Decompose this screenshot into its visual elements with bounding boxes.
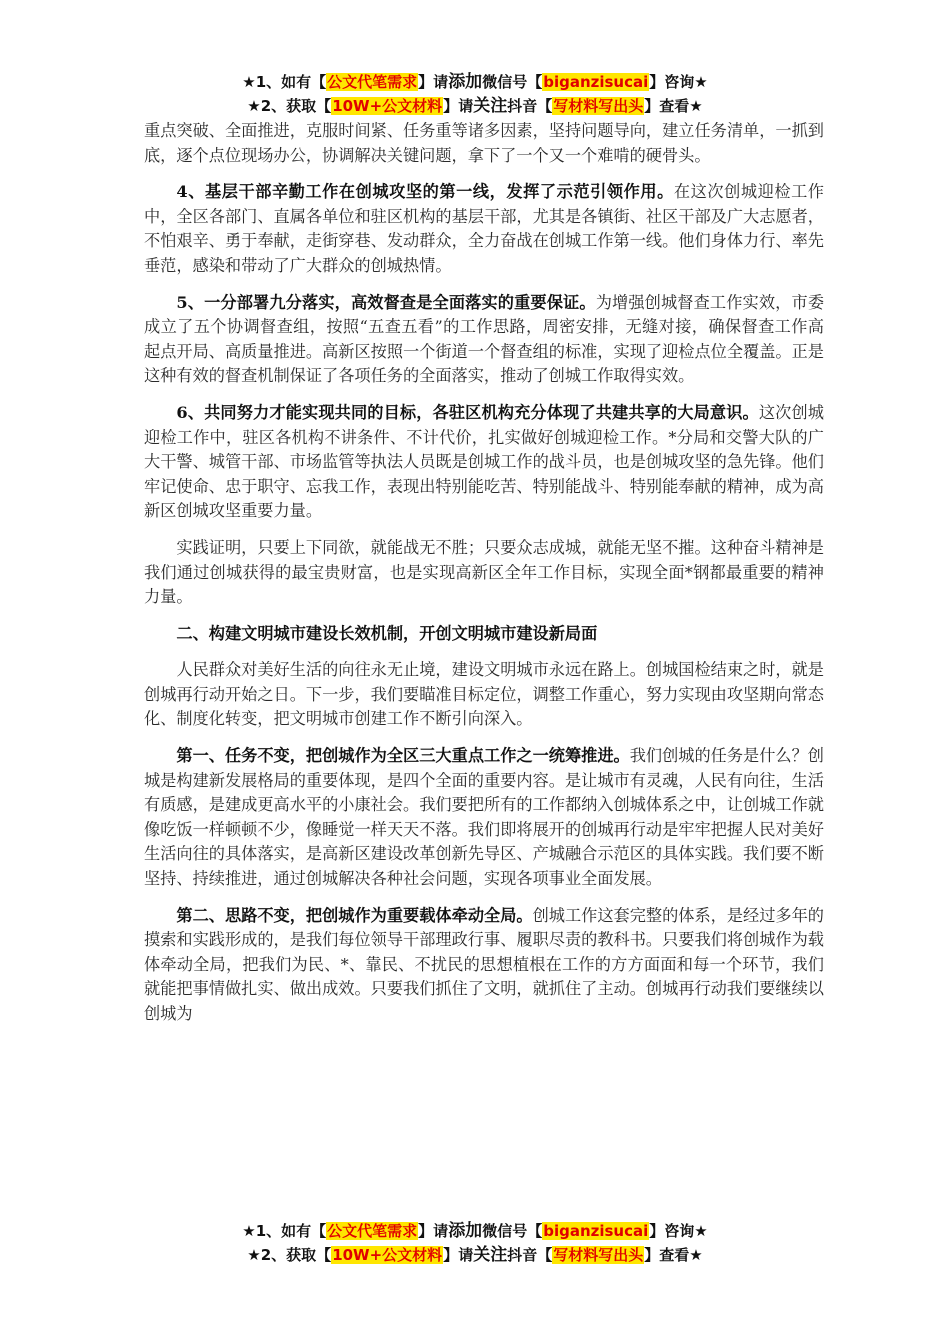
- paragraph-6: [144, 401, 824, 524]
- promo-text: 】咨询★: [649, 1222, 708, 1240]
- paragraph-6-lead: 6、共同努力才能实现共同的目标，各驻区机构充分体现了共建共享的大局意识。: [176, 402, 759, 422]
- promo-line-2: [0, 94, 950, 118]
- paragraph-4: [144, 180, 824, 278]
- paragraph-6-text: 这次创城迎检工作中，驻区各机构不讲条件、不计代价，扎实做好创城迎检工作。*分局和交警大队的广大干警、城管干部、市场监管等执法人员既是创城工作的战斗员，也是创城攻坚的急先锋。他们牢记使命、忠于职守、忘我工作，表现出特别能吃苦、特别能战斗、特别能奉献的精神，成为高新区创城攻坚重要力量。: [144, 402, 824, 521]
- promo-wechat-id: biganzisucai: [543, 73, 649, 91]
- promo-text: 】咨询★: [649, 73, 708, 91]
- paragraph-second-text: 创城工作这套完整的体系，是经过多年的摸索和实践形成的，是我们每位领导干部理政行事、履职尽责的教科书。只要我们将创城作为载体牵动全局，把我们为民、*、靠民、不扰民的思想植根在工作的方方面面和每一个环节，我们就能把事情做扎实、做出成效。只要我们抓住了文明，就抓住了主动。创城再行动我们要继续以创城为: [144, 905, 824, 1023]
- promo-highlight: 10W+公文材料: [332, 97, 443, 115]
- paragraph-5-lead: 5、一分部署九分落实，高效督查是全面落实的重要保证。: [176, 292, 596, 312]
- promo-text: 抖音【: [507, 1246, 553, 1264]
- promo-douyin-id: 写材料写出头: [553, 97, 644, 115]
- promo-text: 】请: [443, 97, 474, 115]
- promo-line-1-prefix: ★1、如有【: [242, 1222, 327, 1240]
- promo-text: 】请: [418, 1222, 449, 1240]
- promo-line-1: [0, 1219, 950, 1243]
- promo-text: 微信号【: [482, 1222, 543, 1240]
- promo-banner-bottom: [0, 1219, 950, 1267]
- promo-text: 抖音【: [507, 97, 553, 115]
- promo-douyin-id: 写材料写出头: [553, 1246, 644, 1264]
- paragraph-continued: 重点突破、全面推进，克服时间紧、任务重等诸多因素，坚持问题导向，建立任务清单，一抓到底，逐个点位现场办公，协调解决关键问题，拿下了一个又一个难啃的硬骨头。: [144, 121, 824, 165]
- promo-emphasis: 关注: [473, 1245, 508, 1265]
- promo-text: 】查看★: [644, 97, 703, 115]
- paragraph-second-lead: 第二、思路不变，把创城作为重要载体牵动全局。: [176, 905, 533, 925]
- promo-text: 】请: [443, 1246, 474, 1264]
- section-heading: 二、构建文明城市建设长效机制，开创文明城市建设新局面: [176, 623, 598, 643]
- document-body: [144, 119, 824, 1027]
- paragraph-summary: 实践证明，只要上下同欲，就能战无不胜；只要众志成城，就能无坚不摧。这种奋斗精神是我们通过创城获得的最宝贵财富，也是实现高新区全年工作目标，实现全面*钢都最重要的精神力量。: [144, 537, 824, 607]
- paragraph-first: [144, 744, 824, 892]
- promo-emphasis: 添加: [448, 72, 483, 92]
- promo-highlight: 公文代笔需求: [327, 73, 418, 91]
- promo-emphasis: 关注: [473, 96, 508, 116]
- paragraph-first-lead: 第一、任务不变，把创城作为全区三大重点工作之一统筹推进。: [176, 746, 630, 766]
- promo-highlight: 10W+公文材料: [332, 1246, 443, 1264]
- promo-text: 】请: [418, 73, 449, 91]
- promo-wechat-id: biganzisucai: [543, 1222, 649, 1240]
- paragraph-5: [144, 291, 824, 389]
- paragraph-4-lead: 4、基层干部辛勤工作在创城攻坚的第一线，发挥了示范引领作用。: [176, 182, 674, 202]
- promo-emphasis: 添加: [448, 1221, 483, 1241]
- promo-text: 微信号【: [482, 73, 543, 91]
- paragraph-first-text: 我们创城的任务是什么？创城是构建新发展格局的重要体现，是四个全面的重要内容。是让城市有灵魂，人民有向往，生活有质感，是建成更高水平的小康社会。我们要把所有的工作都纳入创城体系之中，让创城工作就像吃饭一样顿顿不少，像睡觉一样天天不落。我们即将展开的创城再行动是牢牢把握人民对美好生活向往的具体落实，是高新区建设改革创新先导区、产城融合示范区的具体实践。我们要不断坚持、持续推进，通过创城解决各种社会问题，实现各项事业全面发展。: [144, 746, 824, 889]
- paragraph-second: [144, 904, 824, 1027]
- paragraph-4-text: 在这次创城迎检工作中，全区各部门、直属各单位和驻区机构的基层干部，尤其是各镇街、社区干部及广大志愿者，不怕艰辛、勇于奉献，走街穿巷、发动群众，全力奋战在创城工作第一线。他们身体力行、率先垂范，感染和带动了广大群众的创城热情。: [144, 182, 824, 275]
- paragraph-intro: 人民群众对美好生活的向往永无止境，建设文明城市永远在路上。创城国检结束之时，就是创城再行动开始之日。下一步，我们要瞄准目标定位，调整工作重心，努力实现由攻坚期向常态化、制度化转变，把文明城市创建工作不断引向深入。: [144, 660, 824, 729]
- paragraph-5-text: 为增强创城督查工作实效，市委成立了五个协调督查组，按照“五查五看”的工作思路，周密安排，无缝对接，确保督查工作高起点开局、高质量推进。高新区按照一个街道一个督查组的标准，实现了迎检点位全覆盖。正是这种有效的督查机制保证了各项任务的全面落实，推动了创城工作取得实效。: [144, 292, 825, 386]
- promo-line-2-prefix: ★2、获取【: [247, 97, 332, 115]
- promo-line-2-prefix: ★2、获取【: [247, 1246, 332, 1264]
- promo-line-2: [0, 1243, 950, 1267]
- promo-banner-top: [0, 70, 950, 118]
- promo-line-1-prefix: ★1、如有【: [242, 73, 327, 91]
- promo-line-1: [0, 70, 950, 94]
- promo-text: 】查看★: [644, 1246, 703, 1264]
- promo-highlight: 公文代笔需求: [327, 1222, 418, 1240]
